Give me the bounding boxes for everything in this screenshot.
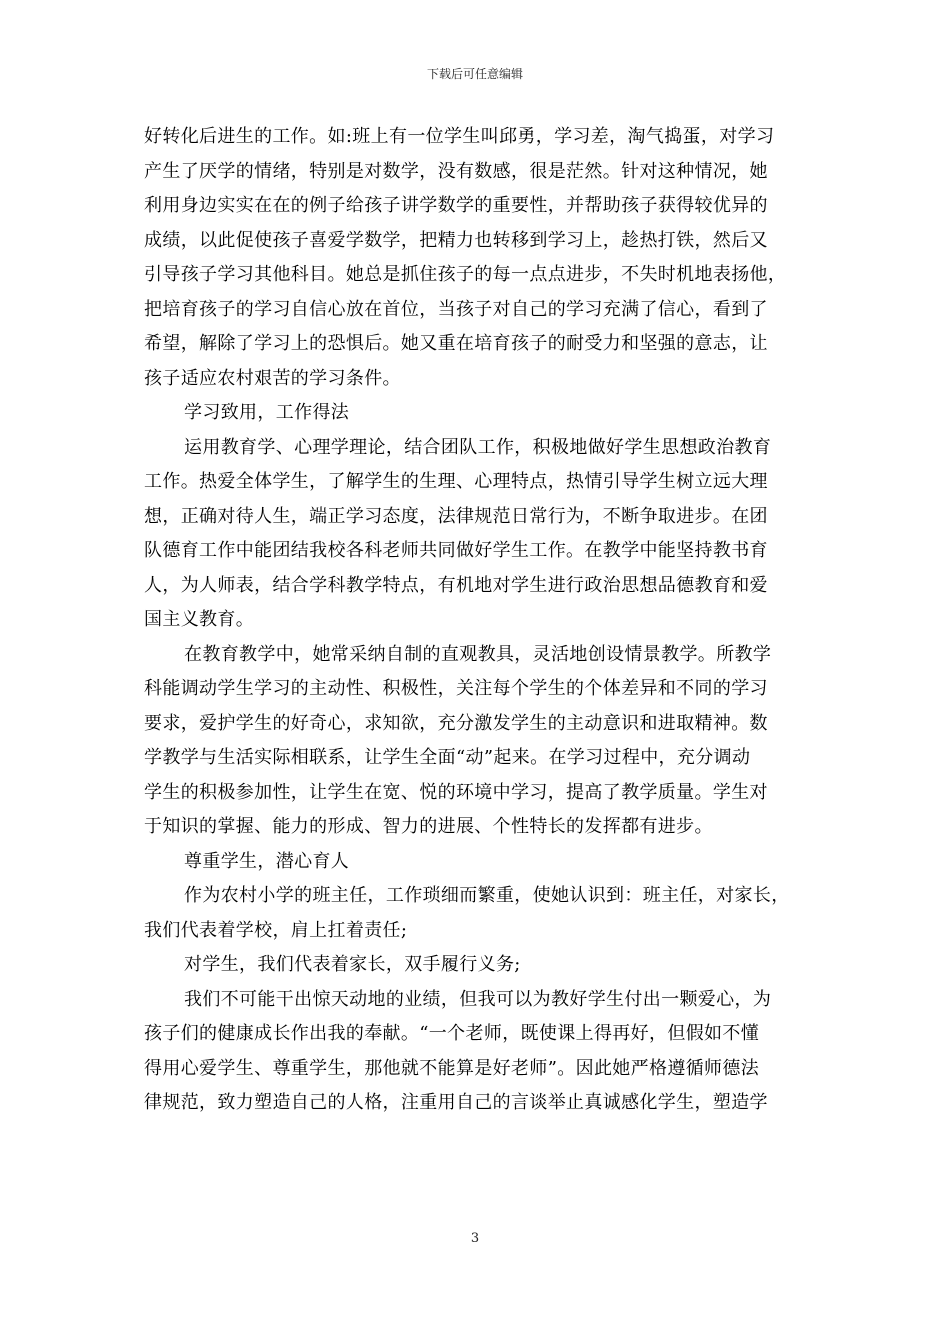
text-line: 我们代表着学校，肩上扛着责任; xyxy=(144,919,408,941)
text-line: 把培育孩子的学习自信心放在首位，当孩子对自己的学习充满了信心，看到了 xyxy=(144,298,768,320)
page-header: 下载后可任意编辑 xyxy=(426,67,523,81)
text-line: 队德育工作中能团结我校各科老师共同做好学生工作。在教学中能坚持教书育 xyxy=(144,540,768,561)
text-line: 科能调动学生学习的主动性、积极性，关注每个学生的个体差异和不同的学习 xyxy=(144,678,768,699)
text-line: 在教育教学中，她常采纳自制的直观教具，灵活地创设情景教学。所教学 xyxy=(184,643,772,665)
text-line: 人，为人师表，结合学科教学特点，有机地对学生进行政治思想品德教育和爱 xyxy=(144,574,768,596)
text-line: 得用心爱学生、尊重学生，那他就不能算是好老师”。因此她严格遵循师德法 xyxy=(144,1057,760,1079)
text-line: 于知识的掌握、能力的形成、智力的进展、个性特长的发挥都有进步。 xyxy=(144,816,713,837)
text-line: 对学生，我们代表着家长，双手履行义务; xyxy=(184,954,521,975)
text-line: 利用身边实实在在的例子给孩子讲学数学的重要性，并帮助孩子获得较优异的 xyxy=(144,195,768,216)
text-line: 产生了厌学的情绪，特别是对数学，没有数感，很是茫然。针对这种情况，她 xyxy=(144,160,768,182)
text-line: 律规范，致力塑造自己的人格，注重用自己的言谈举止真诚感化学生，塑造学 xyxy=(144,1092,768,1113)
text-line: 工作。热爱全体学生，了解学生的生理、心理特点，热情引导学生树立远大理 xyxy=(144,471,768,492)
text-line: 希望，解除了学习上的恐惧后。她又重在培育孩子的耐受力和坚强的意志，让 xyxy=(144,333,768,354)
page-number: 3 xyxy=(470,1231,480,1246)
text-line: 作为农村小学的班主任，工作琐细而繁重，使她认识到：班主任，对家长， xyxy=(184,885,790,906)
text-line: 成绩，以此促使孩子喜爱学数学，把精力也转移到学习上，趁热打铁，然后又 xyxy=(144,229,768,251)
text-line: 学教学与生活实际相联系，让学生全面“动”起来。在学习过程中，充分调动 xyxy=(144,747,751,768)
text-line: 引导孩子学习其他科目。她总是抓住孩子的每一点点进步，不失时机地表扬他， xyxy=(144,264,787,285)
text-line: 尊重学生，潜心育人 xyxy=(184,850,350,872)
text-line: 我们不可能干出惊天动地的业绩，但我可以为教好学生付出一颗爱心，为 xyxy=(184,988,772,1010)
text-line: 国主义教育。 xyxy=(144,609,255,630)
text-line: 运用教育学、心理学理论，结合团队工作，积极地做好学生思想政治教育 xyxy=(184,436,772,458)
text-line: 学生的积极参加性，让学生在宽、悦的环境中学习，提高了教学质量。学生对 xyxy=(144,781,768,803)
text-line: 想，正确对待人生，端正学习态度，法律规范日常行为，不断争取进步。在团 xyxy=(144,505,768,527)
text-line: 要求，爱护学生的好奇心，求知欲，充分激发学生的主动意识和进取精神。数 xyxy=(144,712,768,734)
text-line: 学习致用，工作得法 xyxy=(184,402,350,423)
text-line: 好转化后进生的工作。如:班上有一位学生叫邱勇，学习差，淘气捣蛋，对学习 xyxy=(144,126,775,147)
text-line: 孩子适应农村艰苦的学习条件。 xyxy=(144,367,401,389)
text-line: 孩子们的健康成长作出我的奉献。“一个老师，既使课上得再好，但假如不懂 xyxy=(144,1023,760,1044)
document-body xyxy=(144,120,820,1121)
